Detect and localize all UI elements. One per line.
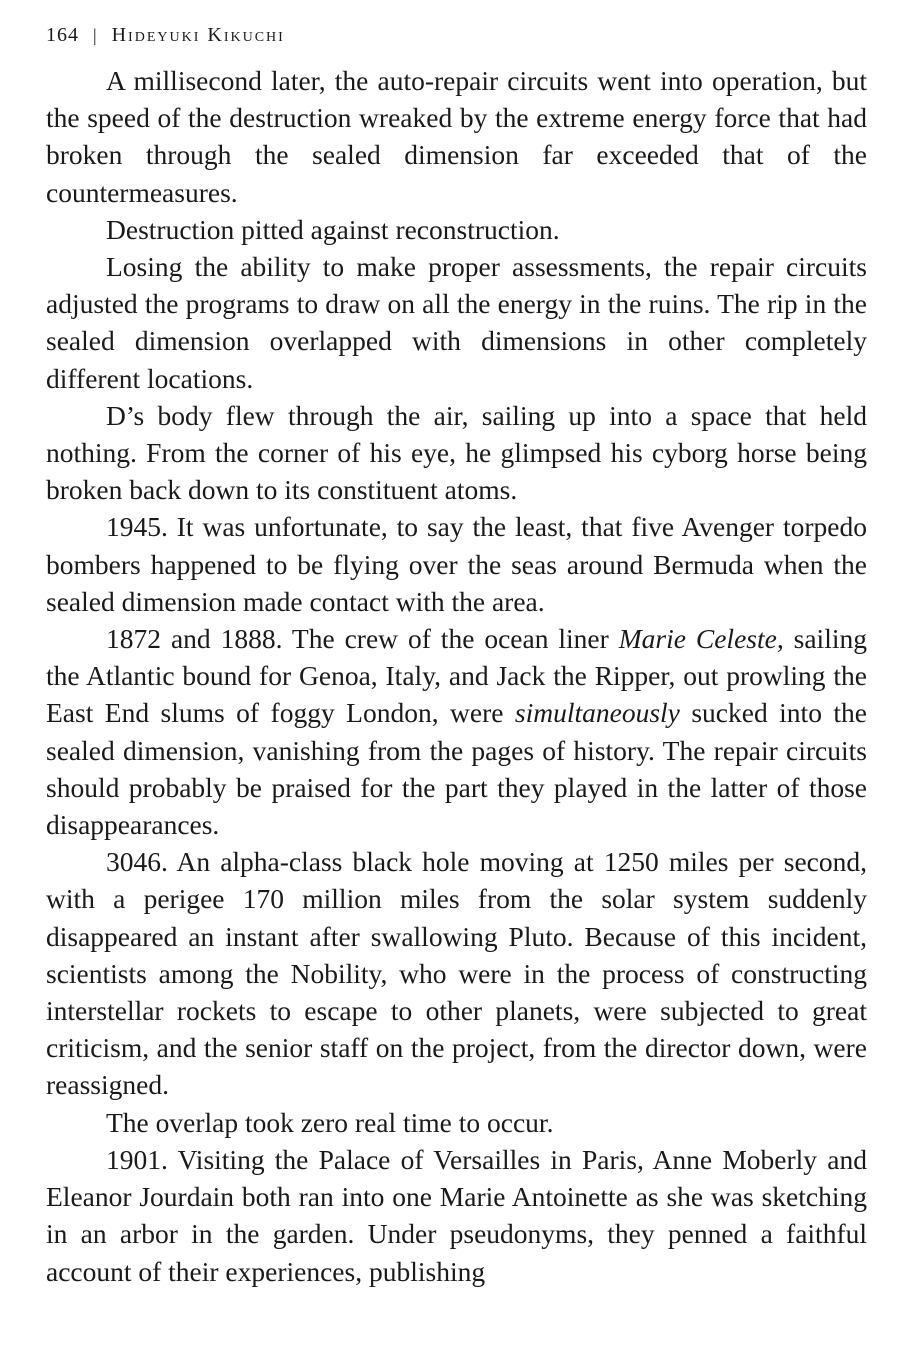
paragraph: 3046. An alpha-class black hole moving at 1250 miles per second, with a perigee 170 million miles from the solar system suddenly disappeared an instant after swallowing Pluto. Because of this incident, scientists among the Nobility, who were in the process of constructing interstellar rockets to escape to other planets, were subjected to great criticism, and the senior staff on the project, from the director down, were reassigned.	[46, 846, 867, 1101]
paragraph: 1901. Visiting the Palace of Versailles in Paris, Anne Moberly and Eleanor Jourdain both ran into one Marie Antoinette as she was sketching in an arbor in the garden. Under pseudonyms, they penned a faithful account of their experiences, publishing	[46, 1143, 867, 1287]
paragraph: Destruction pitted against reconstruction.	[106, 213, 560, 245]
paragraph-text: sailing the Atlantic bound for Genoa, Italy, and Jack the Ripper, out prowling the East End slums of foggy London, were	[46, 623, 867, 729]
emphasis: simultaneously	[514, 697, 680, 729]
body-text	[46, 62, 867, 1290]
paragraph: The overlap took zero real time to occur.	[106, 1106, 554, 1138]
paragraph: A millisecond later, the auto-repair circuits went into operation, but the speed of the destruction wreaked by the extreme energy force that had broken through the sealed dimension far exceeded that of the countermeasures.	[46, 65, 867, 208]
author-name: Hideyuki Kikuchi	[111, 23, 285, 46]
header-separator: |	[93, 24, 98, 45]
paragraph: Losing the ability to make proper assessments, the repair circuits adjusted the programs to draw on all the energy in the ruins. The rip in the sealed dimension overlapped with dimensions in other completely different locations.	[46, 251, 867, 394]
running-head	[46, 20, 867, 50]
paragraph-text: sucked into the sealed dimension, vanishing from the pages of history. The repair circuits should probably be praised for the part they played in the latter of those disappearances.	[46, 697, 867, 841]
ship-name: Marie Celeste,	[618, 623, 784, 655]
paragraph: 1945. It was unfortunate, to say the least, that five Avenger torpedo bombers happened to be flying over the seas around Bermuda when the sealed dimension made contact with the area.	[46, 511, 867, 617]
page-number: 164	[46, 23, 79, 46]
paragraph-text: 1872 and 1888. The crew of the ocean liner	[106, 623, 619, 655]
paragraph	[46, 620, 867, 843]
paragraph: D’s body flew through the air, sailing up into a space that held nothing. From the corner of his eye, he glimpsed his cyborg horse being broken back down to its constituent atoms.	[46, 399, 867, 506]
